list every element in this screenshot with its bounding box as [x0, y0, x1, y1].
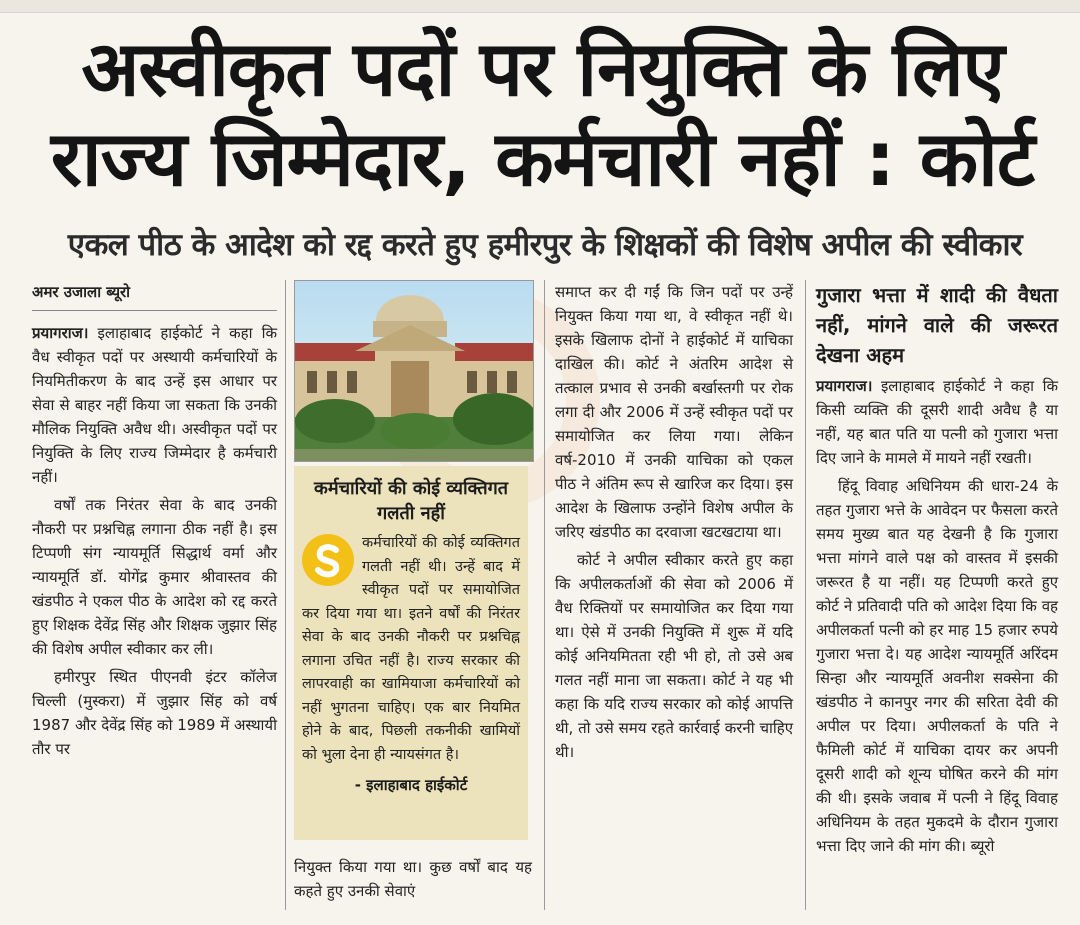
quote-box-text: कर्मचारियों की कोई व्यक्तिगत गलती नहीं थी। उन्हें बाद में स्वीकृत पदों पर समायोजित कर दिया गया था। इतने वर्षों की निरंतर सेवा के बाद उनकी नौकरी पर प्रश्नचिह्न लगाना उचित नहीं है। राज्य सरकार की लापरवाही का खामियाजा कर्मचारियों को नहीं भुगतना चाहिए। एक बार नियमित होने के बाद, पिछली तकनीकी खामियों को भुला देना ही न्यायसंगत है।	[302, 535, 520, 763]
quote-box-title: कर्मचारियों की कोई व्यक्तिगत गलती नहीं	[314, 478, 508, 524]
article-paragraph-4: समाप्त कर दी गईं कि जिन पदों पर उन्हें नियुक्त किया गया था, वे स्वीकृत नहीं थे। इसके खिलाफ दोनों ने हाईकोर्ट में याचिका दाखिल की। कोर्ट ने अंतरिम आदेश से तत्काल प्रभाव से उनकी बर्खास्तगी पर रोक लगा दी और 2006 में उन्हें स्वीकृत पदों पर समायोजित कर लिया गया। लेकिन वर्ष-2010 में उनकी याचिका को एकल पीठ ने अंतिम रूप से खारिज कर दिया। इस आदेश के खिलाफ उन्होंने विशेष अपील के जरिए खंडपीठ का दरवाजा खटखटाया था।	[555, 283, 793, 541]
column-divider	[544, 280, 545, 910]
article-paragraph-1	[32, 321, 277, 489]
article-paragraph-3: हमीरपुर स्थित पीएनवी इंटर कॉलेज चिल्ली (मुस्करा) में जुझार सिंह को वर्ष 1987 और देवेंद्र सिंह को 1989 में अस्थायी तौर पर	[32, 668, 277, 758]
top-strip	[0, 0, 1080, 13]
amar-ujala-logo-icon	[302, 534, 354, 586]
article-p1-text: इलाहाबाद हाईकोर्ट ने कहा कि वैध स्वीकृत पदों पर अस्थायी कर्मचारियों के नियमितीकरण के बाद उन्हें इस आधार पर सेवा से बाहर नहीं किया जा सकता कि उनकी मौलिक नियुक्ति अवैध थी। अस्वीकृत पदों पर नियुक्ति के लिए राज्य जिम्मेदार है कर्मचारी नहीं।	[32, 324, 277, 486]
quote-box	[294, 466, 528, 840]
high-court-building-photo	[294, 280, 534, 462]
byline: अमर उजाला ब्यूरो	[32, 280, 277, 311]
article-column-2	[294, 855, 532, 907]
quote-attribution: - इलाहाबाद हाईकोर्ट	[354, 776, 468, 794]
side-story-title: गुजारा भत्ता में शादी की वैधता नहीं, मांगने वाले की जरूरत देखना अहम	[816, 283, 1058, 367]
column-divider	[285, 280, 286, 910]
article-paragraph-5: कोर्ट ने अपील स्वीकार करते हुए कहा कि अपीलकर्ताओं की सेवा को 2006 में वैध रिक्तियों पर समायोजित कर दिया गया था। ऐसे में उनकी नियुक्ति में शुरू में यदि कोई अनियमितता रही भी हो, तो उसे अब गलत नहीं माना जा सकता। कोर्ट ने यह भी कहा कि यदि राज्य सरकार को कोई आपत्ति थी, तो उसे समय रहते कार्रवाई करनी चाहिए थी।	[555, 551, 793, 761]
side-story-paragraph-2: हिंदू विवाह अधिनियम की धारा-24 के तहत गुजारा भत्ते के आवेदन पर फैसला करते समय मुख्य बात यह देखनी है कि गुजारा भत्ता मांगने वाले पक्ष को वास्तव में इसकी जरूरत है या नहीं। यह टिप्पणी करते हुए कोर्ट ने प्रतिवादी पति को आदेश दिया कि वह अपीलकर्ता पत्नी को हर माह 15 हजार रुपये गुजारा भत्ता दे। यह आदेश न्यायमूर्ति अरिंदम सिन्हा और न्यायमूर्ति अवनीश सक्सेना की खंडपीठ ने कानपुर नगर की सरिता देवी की अपील पर दिया। अपीलकर्ता के पति ने फैमिली कोर्ट में याचिका दायर कर अपनी दूसरी शादी को शून्य घोषित करने की मांग की थी। इसके जवाब में पत्नी ने हिंदू विवाह अधिनियम के तहत मुकदमे के दौरान गुजारा भत्ता दिए जाने की मांग की। ब्यूरो	[816, 477, 1058, 855]
article-paragraph-2: वर्षों तक निरंतर सेवा के बाद उनकी नौकरी पर प्रश्नचिह्न लगाना ठीक नहीं है। इस टिप्पणी संग न्यायमूर्ति सिद्धार्थ वर्मा और न्यायमूर्ति डॉ. योगेंद्र कुमार श्रीवास्तव की खंडपीठ ने एकल पीठ के आदेश को रद्द करते हुए शिक्षक देवेंद्र सिंह और शिक्षक जुझार सिंह की विशेष अपील स्वीकार कर ली।	[32, 496, 277, 658]
article-column-1	[32, 280, 277, 765]
article-column-3	[555, 280, 793, 768]
quote-box-body	[302, 532, 520, 767]
headline: अस्वीकृत पदों पर नियुक्ति के लिए राज्य जिम्मेदार, कर्मचारी नहीं : कोर्ट	[50, 24, 1035, 203]
side-dateline: प्रयागराज।	[816, 377, 873, 395]
article-paragraph-3-cont: नियुक्त किया गया था। कुछ वर्षों बाद यह कहते हुए उनकी सेवाएं	[294, 858, 532, 900]
side-story-p1-text: इलाहाबाद हाईकोर्ट ने कहा कि किसी व्यक्ति की दूसरी शादी अवैध है या नहीं, यह बात पति या पत्नी को गुजारा भत्ता दिए जाने के मामले में मायने नहीं रखती।	[816, 377, 1058, 467]
side-story-paragraph-1	[816, 374, 1058, 470]
column-divider	[805, 280, 806, 910]
side-story	[816, 280, 1058, 862]
dateline: प्रयागराज।	[32, 324, 89, 342]
subheadline: एकल पीठ के आदेश को रद्द करते हुए हमीरपुर के शिक्षकों की विशेष अपील की स्वीकार	[67, 227, 1023, 263]
